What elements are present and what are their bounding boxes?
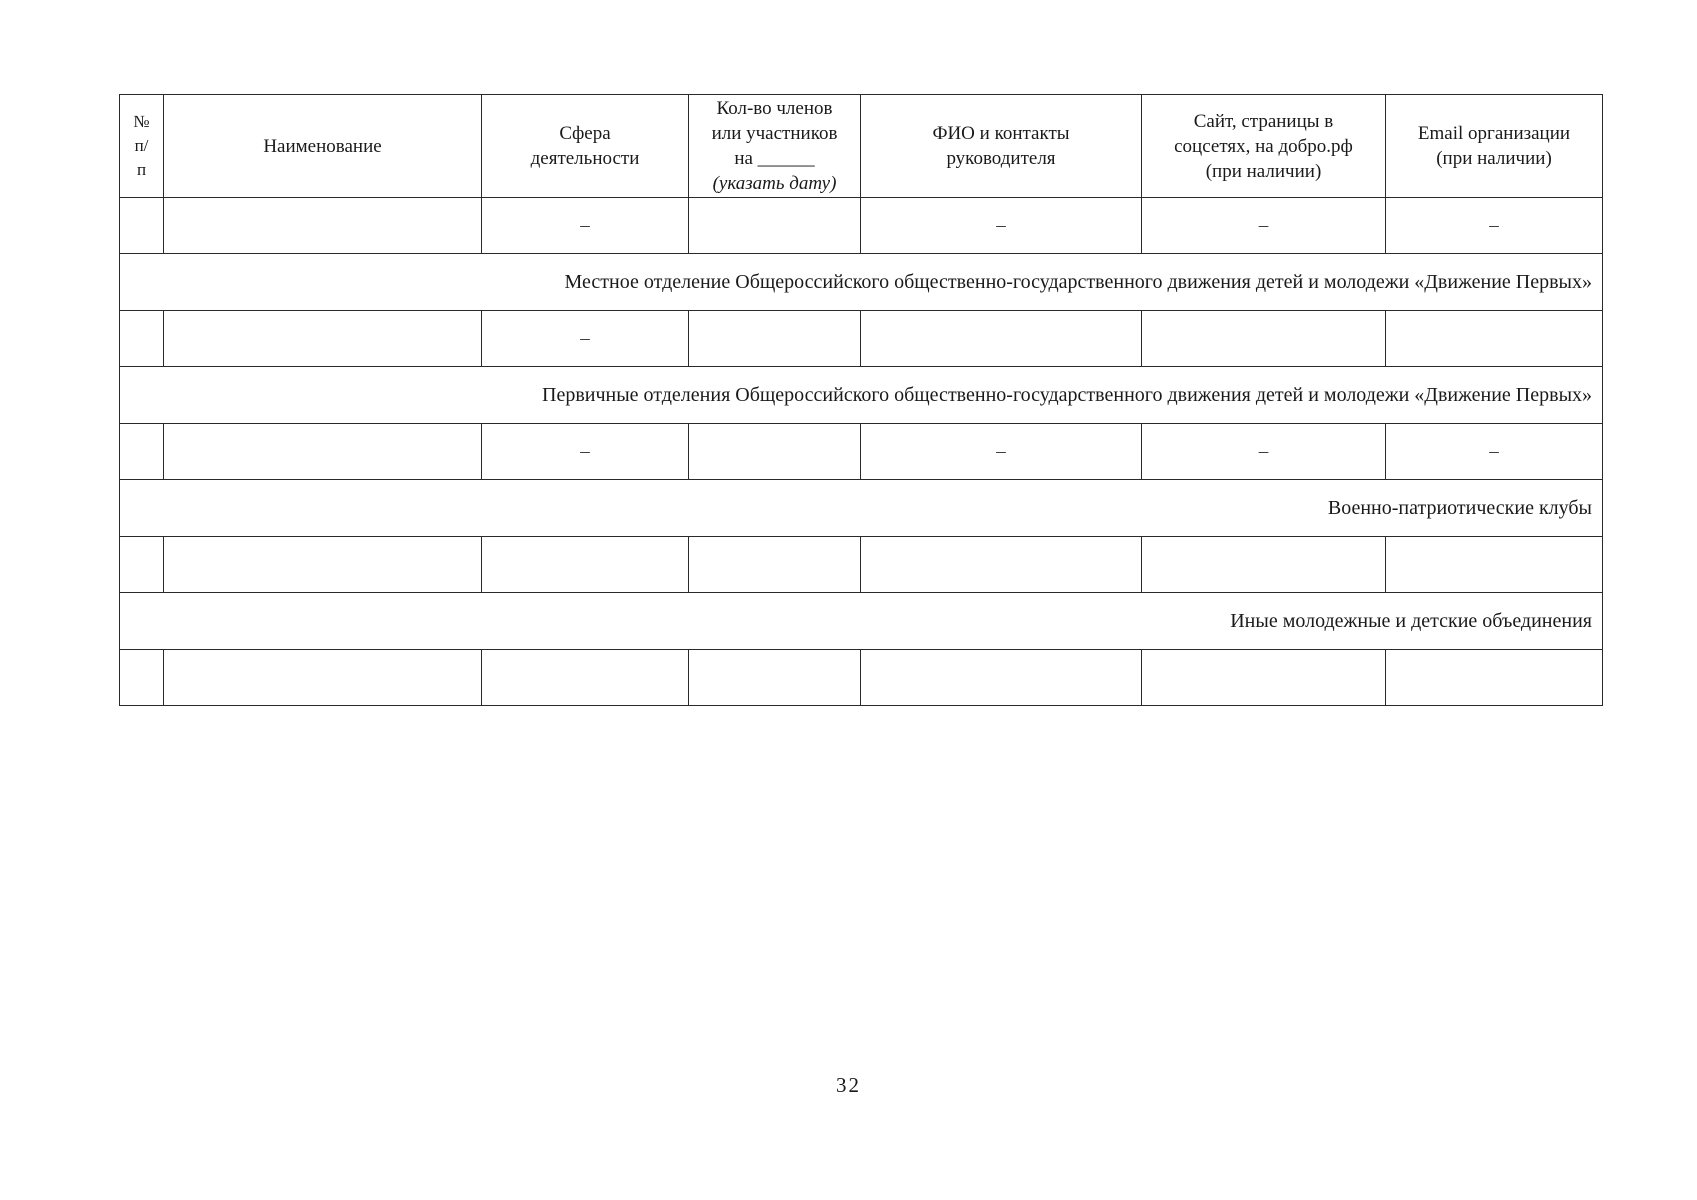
cell-value: – [1258,215,1269,236]
table-cell[interactable] [1386,537,1603,593]
section-row [120,480,1603,537]
table-cell[interactable] [1386,198,1603,254]
table-cell[interactable] [482,311,689,367]
table-row [120,650,1603,706]
table-cell[interactable] [861,311,1142,367]
section-title: Военно-патриотические клубы [120,480,1603,537]
table-cell[interactable] [861,537,1142,593]
header-number: № п/ п [120,95,164,198]
table-cell[interactable] [482,198,689,254]
table-cell[interactable] [1142,537,1386,593]
header-members: Кол-во членов или участников на ______ (указать дату) [689,95,861,198]
cell-value: – [996,441,1006,462]
table-cell[interactable] [1386,650,1603,706]
table-cell[interactable] [120,424,164,480]
table-cell[interactable] [164,424,482,480]
section-row [120,367,1603,424]
table-row [120,424,1603,480]
cell-value: – [1258,441,1269,462]
cell-value: – [580,328,590,349]
cell-value: – [580,215,590,236]
cell-value: – [1489,441,1499,462]
cell-value: – [996,215,1006,236]
table-cell[interactable] [164,198,482,254]
table-row [120,537,1603,593]
table-cell[interactable] [482,650,689,706]
table-cell[interactable] [861,650,1142,706]
table-cell[interactable] [164,537,482,593]
table-cell[interactable] [1386,311,1603,367]
table-cell[interactable] [164,311,482,367]
header-sphere: Сфера деятельности [482,95,689,198]
table-row [120,311,1603,367]
organizations-table [119,94,1603,706]
cell-value: – [580,441,590,462]
header-email: Email организации (при наличии) [1386,95,1603,198]
section-title: Местное отделение Общероссийского общественно-государственного движения детей и молодежи «Движение Первых» [120,254,1603,311]
table-header [120,95,1603,198]
table-cell[interactable] [689,650,861,706]
header-head-contacts: ФИО и контакты руководителя [861,95,1142,198]
table-cell[interactable] [689,537,861,593]
table-row [120,198,1603,254]
header-name: Наименование [164,95,482,198]
section-row [120,254,1603,311]
table-cell[interactable] [120,650,164,706]
section-title: Первичные отделения Общероссийского общественно-государственного движения детей и молодежи «Движение Первых» [120,367,1603,424]
table-cell[interactable] [1142,198,1386,254]
table-cell[interactable] [861,198,1142,254]
table-cell[interactable] [689,424,861,480]
cell-value: – [1489,215,1499,236]
header-members-date-note: (указать дату) [712,173,837,194]
section-row [120,593,1603,650]
table-cell[interactable] [164,650,482,706]
table-cell[interactable] [120,198,164,254]
table-cell[interactable] [482,537,689,593]
table-cell[interactable] [689,198,861,254]
table-cell[interactable] [689,311,861,367]
section-title: Иные молодежные и детские объединения [120,593,1603,650]
table-cell[interactable] [120,537,164,593]
table-body [120,198,1603,706]
table-cell[interactable] [1386,424,1603,480]
page-number: 32 [836,1073,861,1097]
table-cell[interactable] [1142,650,1386,706]
header-site: Сайт, страницы в соцсетях, на добро.рф (при наличии) [1142,95,1386,198]
table-cell[interactable] [1142,311,1386,367]
table-cell[interactable] [482,424,689,480]
table-cell[interactable] [861,424,1142,480]
table-cell[interactable] [1142,424,1386,480]
table-cell[interactable] [120,311,164,367]
